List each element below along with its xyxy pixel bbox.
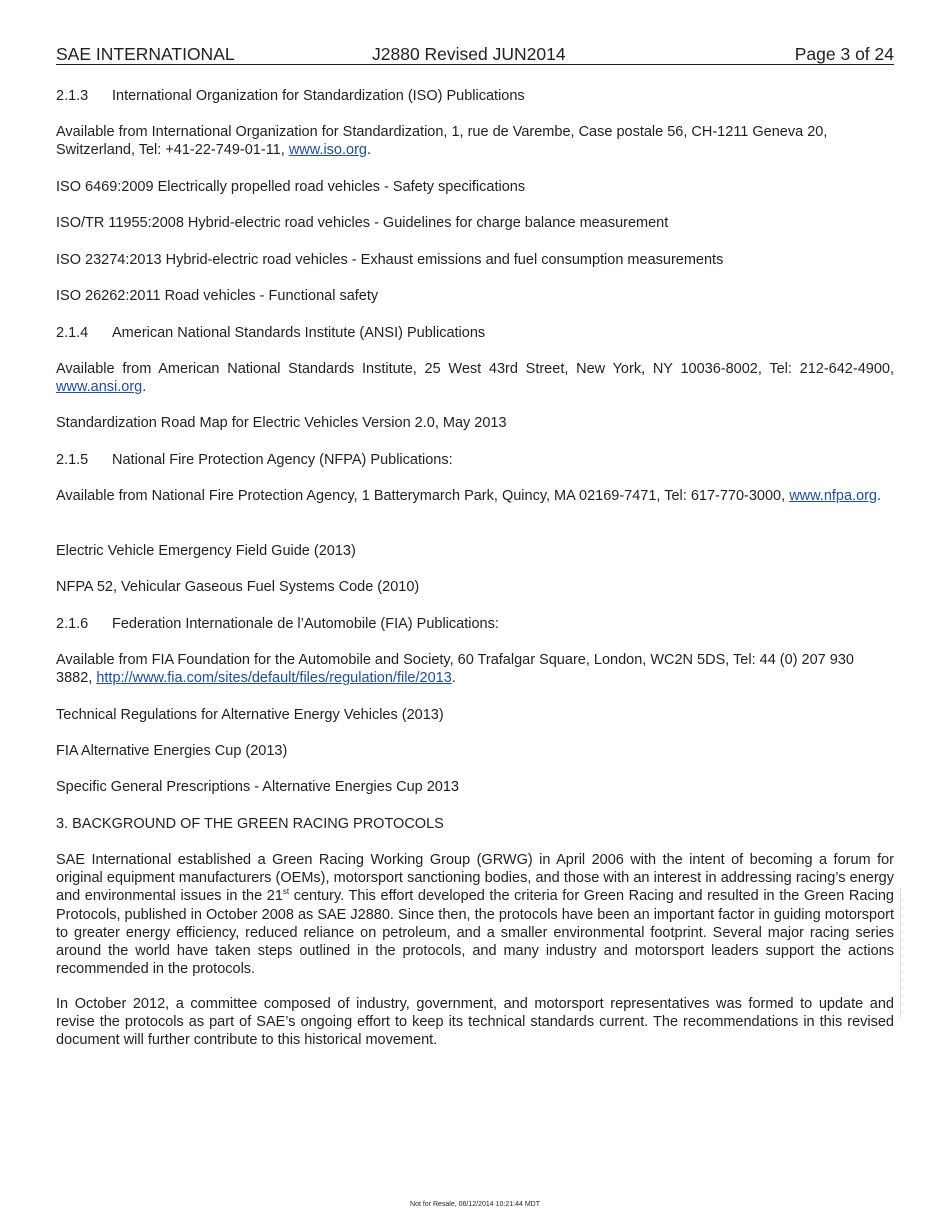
section-heading-2-1-4: 2.1.4 American National Standards Institute (ANSI) Publications [56, 325, 486, 341]
iso-link[interactable]: www.iso.org [288, 142, 367, 159]
reference-nfpa-52: NFPA 52, Vehicular Gaseous Fuel Systems Code (2010) [56, 579, 420, 595]
section-heading-2-1-3: 2.1.3 International Organization for Standardization (ISO) Publications [56, 88, 525, 104]
reference-nfpa-field-guide: Electric Vehicle Emergency Field Guide (2013) [56, 543, 356, 559]
ansi-availability-paragraph: Available from American National Standards Institute, 25 West 43rd Street, New York, NY 10036-8002, Tel: 212-642-4900, www.ansi.org. [56, 361, 894, 396]
nfpa-availability-paragraph: Available from National Fire Protection Agency, 1 Batterymarch Park, Quincy, MA 02169-7471, Tel: 617-770-3000, www.nfpa.org. [56, 488, 882, 504]
header-page-number: Page 3 of 24 [794, 44, 894, 64]
fia-link[interactable]: http://www.fia.com/sites/default/files/regulation/file/2013 [96, 670, 452, 687]
page-footer: Not for Resale, 06/12/2014 10:21:44 MDT [410, 1201, 540, 1208]
reference-fia-prescriptions: Specific General Prescriptions - Alternative Energies Cup 2013 [56, 779, 459, 795]
reference-iso-11955: ISO/TR 11955:2008 Hybrid-electric road vehicles - Guidelines for charge balance measurement [56, 215, 669, 231]
reference-iso-23274: ISO 23274:2013 Hybrid-electric road vehicles - Exhaust emissions and fuel consumption measurements [56, 252, 724, 268]
reference-iso-6469: ISO 6469:2009 Electrically propelled road vehicles - Safety specifications [56, 179, 526, 195]
reference-iso-26262: ISO 26262:2011 Road vehicles - Functional safety [56, 288, 379, 304]
page-header [56, 44, 894, 65]
superscript-st: st [282, 887, 290, 897]
background-paragraph-2: In October 2012, a committee composed of industry, government, and motorsport representatives was formed to update and revise the protocols as part of SAE’s ongoing effort to keep its technical standards current. The recommendations in this revised document will further contribute to this historical movement. [56, 996, 894, 1049]
section-heading-3: 3. BACKGROUND OF THE GREEN RACING PROTOCOLS [56, 816, 444, 832]
reference-ansi-roadmap: Standardization Road Map for Electric Vehicles Version 2.0, May 2013 [56, 415, 507, 431]
header-document-id: J2880 Revised JUN2014 [372, 44, 566, 64]
ansi-link[interactable]: www.ansi.org [56, 379, 143, 396]
reference-fia-energies-cup: FIA Alternative Energies Cup (2013) [56, 743, 288, 759]
background-paragraph-1: SAE International established a Green Racing Working Group (GRWG) in April 2006 with the intent of becoming a forum for original equipment manufacturers (OEMs), motorsport sanctioning bodies, and those with an interest in addressing racing’s energy and environmental issues in the 21st century. This effort developed the criteria for Green Racing and resulted in the Green Racing Protocols, published in October 2008 as SAE J2880. Since then, the protocols have been an important factor in guiding motorsport to greater energy efficiency, reduced reliance on petroleum, and a smaller environmental footprint. Several major racing series around the world have taken steps outlined in the protocols, and many industry and motorsport leaders support the actions recommended in the protocols. [56, 852, 894, 978]
section-heading-2-1-5: 2.1.5 National Fire Protection Agency (NFPA) Publications: [56, 452, 453, 468]
section-heading-2-1-6: 2.1.6 Federation Internationale de l’Automobile (FIA) Publications: [56, 616, 499, 632]
header-organization: SAE INTERNATIONAL [56, 44, 235, 64]
iso-availability-paragraph: Available from International Organization for Standardization, 1, rue de Varembe, Case postale 56, CH-1211 Geneva 20, Switzerland, Tel: +41-22-749-01-11, www.iso.org. [56, 124, 828, 159]
nfpa-link[interactable]: www.nfpa.org [789, 488, 878, 504]
scan-edge-marks [888, 888, 901, 1018]
fia-availability-paragraph: Available from FIA Foundation for the Automobile and Society, 60 Trafalgar Square, London, WC2N 5DS, Tel: 44 (0) 207 930 3882, http://www.fia.com/sites/default/files/regulation/file/2013. [56, 652, 854, 687]
reference-fia-tech-regulations: Technical Regulations for Alternative Energy Vehicles (2013) [56, 707, 444, 723]
